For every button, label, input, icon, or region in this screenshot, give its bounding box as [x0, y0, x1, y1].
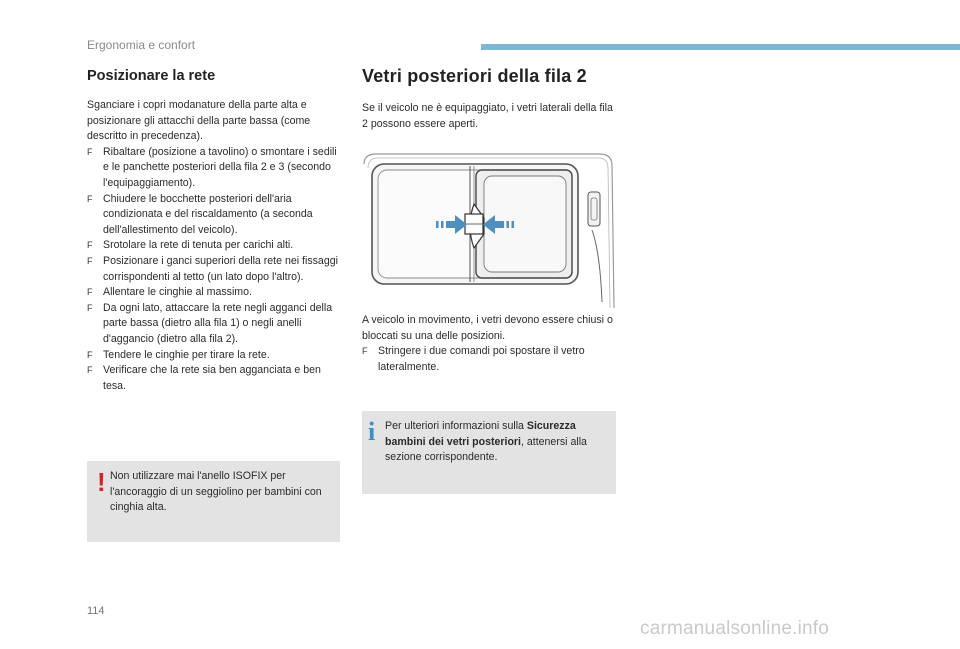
bullet-icon: F [87, 365, 93, 376]
left-column [87, 66, 342, 394]
right-intro: Se il veicolo ne è equipaggiato, i vetri laterali della fila 2 possono essere aperti. [362, 102, 613, 130]
list-item: F Ribaltare (posizione a tavolino) o smontare i sedili e le panchette posteriori della fila 2 e 3 (secondo l'equipaggiamento). [87, 145, 337, 189]
bullet-icon: F [87, 349, 93, 360]
bullet-icon: F [362, 346, 368, 357]
right-body-after-figure [362, 313, 618, 375]
left-intro: Sganciare i copri modanature della parte alta e posizionare gli attacchi della parte bassa (come descritto in precedenza). [87, 99, 311, 143]
bullet-icon: F [87, 146, 93, 157]
bullet-icon: F [87, 255, 93, 266]
right-section-title: Vetri posteriori della fila 2 [362, 66, 587, 86]
left-steps-list [87, 145, 342, 395]
window-drawing [362, 152, 616, 308]
section-header: Ergonomia e confort [87, 38, 196, 52]
list-item: F Stringere i due comandi poi spostare il vetro lateralmente. [362, 345, 585, 373]
left-section-title: Posizionare la rete [87, 68, 216, 84]
info-icon: i [368, 417, 376, 446]
right-moving-note: A veicolo in movimento, i vetri devono essere chiusi o bloccati su una delle posizioni. [362, 314, 613, 342]
list-item: F Da ogni lato, attaccare la rete negli agganci della parte bassa (dietro alla fila 1) o negli anelli d'aggancio (dietro alla fila 2). [87, 301, 333, 345]
bullet-icon: F [87, 193, 93, 204]
warning-text: Non utilizzare mai l'anello ISOFIX per l'ancoraggio di un seggiolino per bambini con cinghia alta. [110, 470, 322, 514]
right-steps-list [362, 344, 618, 375]
header-accent-bar [481, 44, 960, 50]
list-item: F Srotolare la rete di tenuta per carichi alti. [87, 238, 342, 254]
list-item: F Allentare le cinghie al massimo. [87, 285, 342, 301]
right-column [362, 66, 617, 132]
page-number: 114 [87, 605, 105, 617]
bullet-icon: F [87, 287, 93, 298]
list-item: F Chiudere le bocchette posteriori dell'aria condizionata e del riscaldamento (a seconda dell'allestimento del veicolo). [87, 192, 313, 236]
list-item: F Tendere le cinghie per tirare la rete. [87, 348, 342, 364]
list-item: F Posizionare i ganci superiori della rete nei fissaggi corrispondenti al tetto (un lato dopo l'altro). [87, 254, 338, 283]
warning-icon: ! [97, 467, 106, 497]
bullet-icon: F [87, 240, 93, 251]
info-box [362, 411, 616, 494]
bullet-icon: F [87, 302, 93, 313]
info-text: Per ulteriori informazioni sulla Sicurezza bambini dei vetri posteriori, attenersi alla sezione corrispondente. [385, 420, 587, 464]
warning-box [87, 461, 340, 542]
list-item: F Verificare che la rete sia ben agganciata e ben tesa. [87, 364, 321, 392]
rear-window-illustration [362, 152, 616, 308]
watermark: carmanualsonline.info [640, 618, 830, 639]
